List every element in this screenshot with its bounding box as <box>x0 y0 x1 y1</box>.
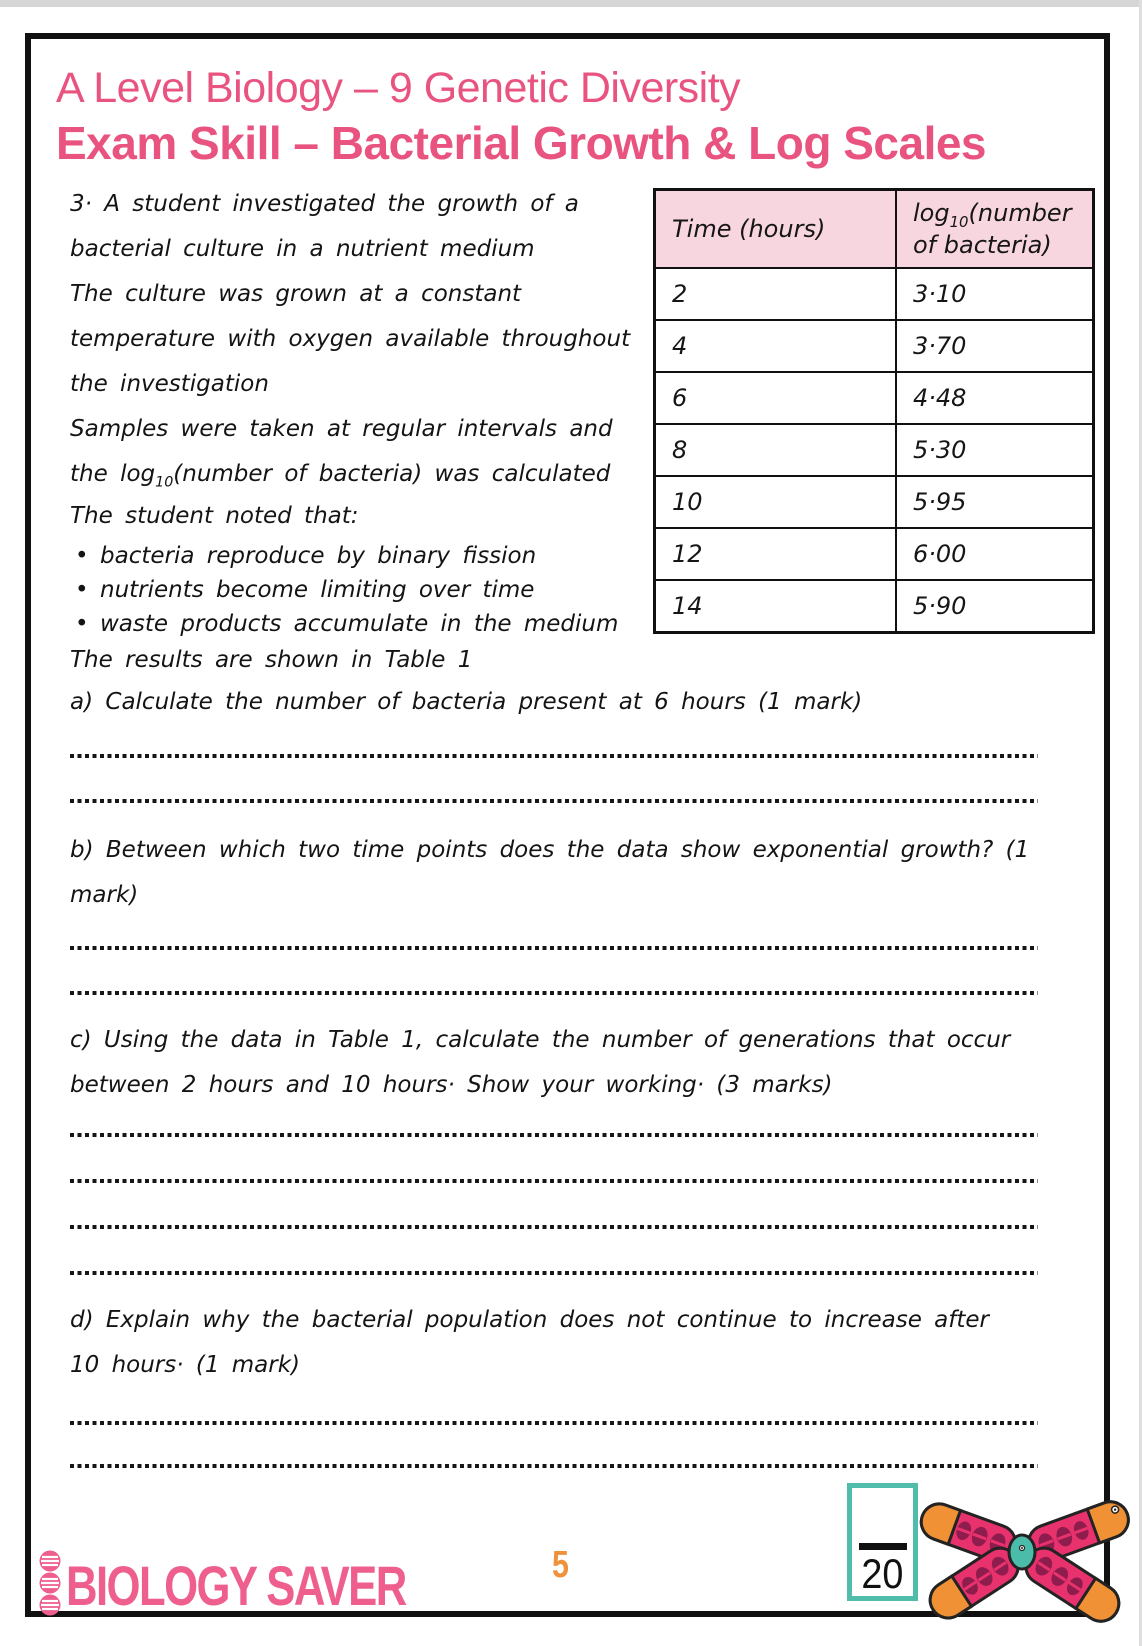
intro-paragraph-2: The culture was grown at a constant temperature with oxygen available throughout the investigation <box>70 281 631 397</box>
log-header-cell <box>896 190 1094 269</box>
log-cell: 3·70 <box>896 320 1094 372</box>
table-row <box>655 476 1094 528</box>
log-cell: 6·00 <box>896 528 1094 580</box>
time-cell: 12 <box>655 528 897 580</box>
chromosome-illustration <box>902 1452 1142 1646</box>
biology-saver-logo <box>36 1552 502 1618</box>
bullet-item: • waste products accumulate in the medium <box>70 607 655 641</box>
table-header-row <box>655 190 1094 269</box>
answer-line <box>70 1225 1038 1229</box>
dna-helix-icon <box>36 1549 70 1621</box>
time-header-cell: Time (hours) <box>655 190 897 269</box>
answer-line <box>70 754 1038 758</box>
table-row <box>655 424 1094 476</box>
answer-line <box>70 991 1038 995</box>
bullet-list <box>70 539 655 641</box>
score-total: 20 <box>861 1550 904 1597</box>
log-cell: 5·30 <box>896 424 1094 476</box>
intro-paragraph-1: 3· A student investigated the growth of a bacterial culture in a nutrient medium <box>70 191 579 262</box>
bullet-item: • bacteria reproduce by binary fission <box>70 539 655 573</box>
page-subtitle: Exam Skill – Bacterial Growth & Log Scales <box>56 117 987 169</box>
table-row <box>655 372 1094 424</box>
intro-paragraph-3 <box>70 407 655 506</box>
table-row <box>655 580 1094 633</box>
page-number: 5 <box>552 1544 569 1586</box>
answer-line <box>70 1421 1038 1425</box>
answer-line <box>70 1271 1038 1275</box>
log-cell: 5·95 <box>896 476 1094 528</box>
screen-edge-top <box>0 0 1142 7</box>
question-a: a) Calculate the number of bacteria present at 6 hours (1 mark) <box>70 689 863 715</box>
intro-p3-pre: Samples were taken at regular intervals and the <box>70 416 613 487</box>
log-cell: 3·10 <box>896 268 1094 320</box>
answer-line <box>70 799 1038 803</box>
answer-line <box>70 1179 1038 1183</box>
logo-text: BIOLOGY SAVER <box>66 1553 406 1617</box>
log-cell: 4·48 <box>896 372 1094 424</box>
log-subscript: 10 <box>155 474 174 491</box>
log-subscript: 10 <box>949 212 969 231</box>
score-fraction-line <box>859 1543 907 1550</box>
page-title: A Level Biology – 9 Genetic Diversity <box>56 64 741 112</box>
question-c: c) Using the data in Table 1, calculate the number of generations that occur between 2 hours and 10 hours· Show your working· (3 marks) <box>70 1027 1011 1098</box>
question-d: d) Explain why the bacterial population does not continue to increase after 10 hours· (1 mark) <box>70 1307 989 1378</box>
intro-text <box>70 182 655 641</box>
intro-p3-post: (number of bacteria) was calculated <box>173 461 611 487</box>
time-cell: 10 <box>655 476 897 528</box>
bullet-item: • nutrients become limiting over time <box>70 573 655 607</box>
log-header-rest: (number of bacteria) <box>913 199 1072 259</box>
table-row <box>655 268 1094 320</box>
log-prefix: log <box>120 461 156 487</box>
time-cell: 2 <box>655 268 897 320</box>
time-cell: 6 <box>655 372 897 424</box>
results-table <box>653 188 1095 634</box>
time-cell: 8 <box>655 424 897 476</box>
log-prefix: log <box>913 199 950 228</box>
time-cell: 14 <box>655 580 897 633</box>
results-note: The results are shown in Table 1 <box>70 647 473 673</box>
answer-line <box>70 1133 1038 1137</box>
log-cell: 5·90 <box>896 580 1094 633</box>
table-row <box>655 320 1094 372</box>
answer-line <box>70 1464 1038 1468</box>
noted-heading: The student noted that: <box>70 502 359 529</box>
table-row <box>655 528 1094 580</box>
question-b: b) Between which two time points does the data show exponential growth? (1 mark) <box>70 837 1030 908</box>
answer-line <box>70 946 1038 950</box>
time-cell: 4 <box>655 320 897 372</box>
